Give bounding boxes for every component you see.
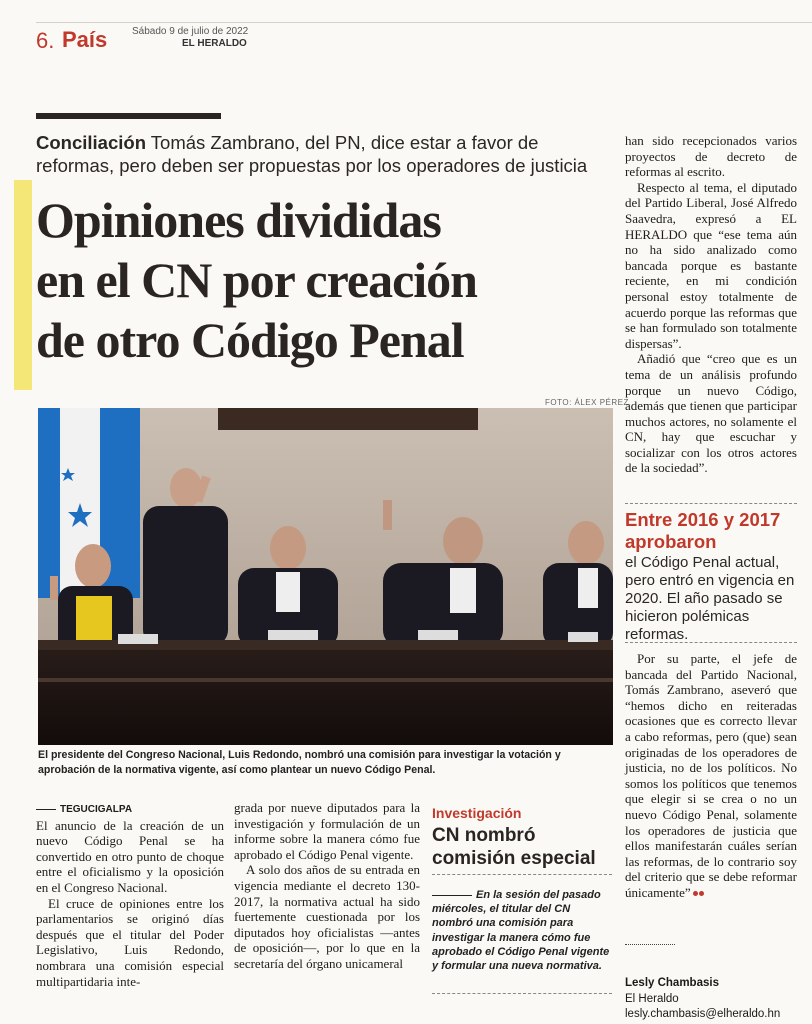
header-paper-name: EL HERALDO bbox=[182, 38, 247, 49]
kicker bbox=[36, 131, 616, 177]
author-paper: El Heraldo bbox=[625, 993, 679, 1005]
body-paragraph bbox=[625, 651, 797, 901]
headline-line-3: de otro Código Penal bbox=[36, 312, 464, 368]
highlighter-mark bbox=[14, 180, 32, 390]
end-mark-icon bbox=[699, 891, 704, 896]
author-name: Lesly Chambasis bbox=[625, 977, 719, 989]
sidebox-divider bbox=[625, 642, 797, 643]
sidebox-text: el Código Penal actual, pero entró en vigencia en 2020. El año pasado se hicieron polémicas reformas. bbox=[625, 554, 795, 643]
investigacion-title: CN nombró comisión especial bbox=[432, 825, 596, 869]
headline bbox=[36, 190, 626, 370]
body-paragraph: Respecto al tema, el diputado del Partido Liberal, José Alfredo Saavedra, expresó a EL HERALDO que “ese tema aún no ha sido analizado como bancada porque es bastante reciente, en mi condición personal estoy totalmente de acuerdo porque las reformas que se han formulado son totalmente dispersas”. bbox=[625, 179, 797, 351]
page-number: 6. bbox=[36, 28, 55, 53]
headline-line-2: en el CN por creación bbox=[36, 252, 477, 308]
news-photo bbox=[38, 408, 613, 745]
body-paragraph: Añadió que “creo que es un tema de un análisis profundo porque un nuevo Código, además que tienen que participar muchos actores, no solamente el CN, hay que escuchar y socializar con los otros actores de la sociedad”. bbox=[625, 351, 797, 476]
body-paragraph: El anuncio de la creación de un nuevo Código Penal se ha convertido en otro punto de choque entre el oficialismo y la oposición en el Congreso Nacional. bbox=[36, 817, 224, 895]
body-column-1 bbox=[36, 800, 224, 989]
investigacion-text: En la sesión del pasado miércoles, el titular del CN nombró una comisión para investigar la manera cómo fue aprobado el Código Penal vigente y formular una nueva normativa. bbox=[432, 888, 612, 973]
sidebox-divider bbox=[625, 503, 797, 504]
header-date: Sábado 9 de julio de 2022 bbox=[132, 26, 249, 37]
box-divider bbox=[432, 874, 612, 875]
sidebox-title: Entre 2016 y 2017 aprobaron bbox=[625, 509, 781, 552]
box-divider bbox=[432, 993, 612, 994]
body-column-right-top bbox=[625, 133, 797, 476]
end-mark-icon bbox=[693, 891, 698, 896]
headline-line-1: Opiniones divididas bbox=[36, 192, 441, 248]
body-paragraph-text: Por su parte, el jefe de bancada del Partido Nacional, Tomás Zambrano, aseveró que “hemos dicho en reiteradas ocasiones que es correcto llevar a cabo reformas, pero (que) sean originadas de los operadores de justicia, no de los políticos. No somos los políticos que tenemos que elegir si se crea o no un nuevo Código Penal, solamente los operadores de justicia que ellos manifestarán cuáles serían las reformas, de lo contrario soy del criterio que se debe reformar únicamente” bbox=[625, 651, 797, 900]
top-bar bbox=[36, 113, 221, 119]
signature-divider bbox=[625, 944, 675, 945]
investigacion-label: Investigación bbox=[432, 805, 522, 821]
kicker-lead: Conciliación bbox=[36, 132, 146, 153]
body-column-right-bottom bbox=[625, 651, 797, 901]
header-rule bbox=[36, 22, 812, 23]
section-name: País bbox=[62, 27, 108, 52]
dateline: TEGUCIGALPA bbox=[36, 804, 132, 815]
photo-credit: FOTO: ÁLEX PÉREZ bbox=[545, 398, 629, 407]
kicker-text: Tomás Zambrano, del PN, dice estar a favor de reformas, pero deben ser propuestas por los operadores de justicia bbox=[36, 132, 588, 176]
photo-caption: El presidente del Congreso Nacional, Luis Redondo, nombró una comisión para investigar la votación y aprobación de la normativa vigente, así como plantear un nuevo Código Penal. bbox=[38, 749, 561, 776]
body-column-2 bbox=[234, 800, 420, 972]
congress-photo-illustration bbox=[38, 408, 613, 745]
author-email: lesly.chambasis@elheraldo.hn bbox=[625, 1008, 781, 1020]
body-paragraph: El cruce de opiniones entre los parlamentarios se originó días después que el titular del Poder Legislativo, Luis Redondo, nombrara una comisión especial multipartidaria inte- bbox=[36, 895, 224, 989]
body-paragraph: han sido recepcionados varios proyectos de decreto de reformas al escrito. bbox=[625, 133, 797, 180]
body-paragraph: grada por nueve diputados para la investigación y formulación de un informe sobre la manera cómo fue aprobado el Código Penal vigente. bbox=[234, 800, 420, 862]
body-paragraph: A solo dos años de su entrada en vigencia mediante el decreto 130-2017, la normativa actual ha sido fuertemente cuestionada por los diputados hoy oficialistas —antes de oposición—, por lo que en la secretaría del órgano unicameral bbox=[234, 862, 420, 971]
